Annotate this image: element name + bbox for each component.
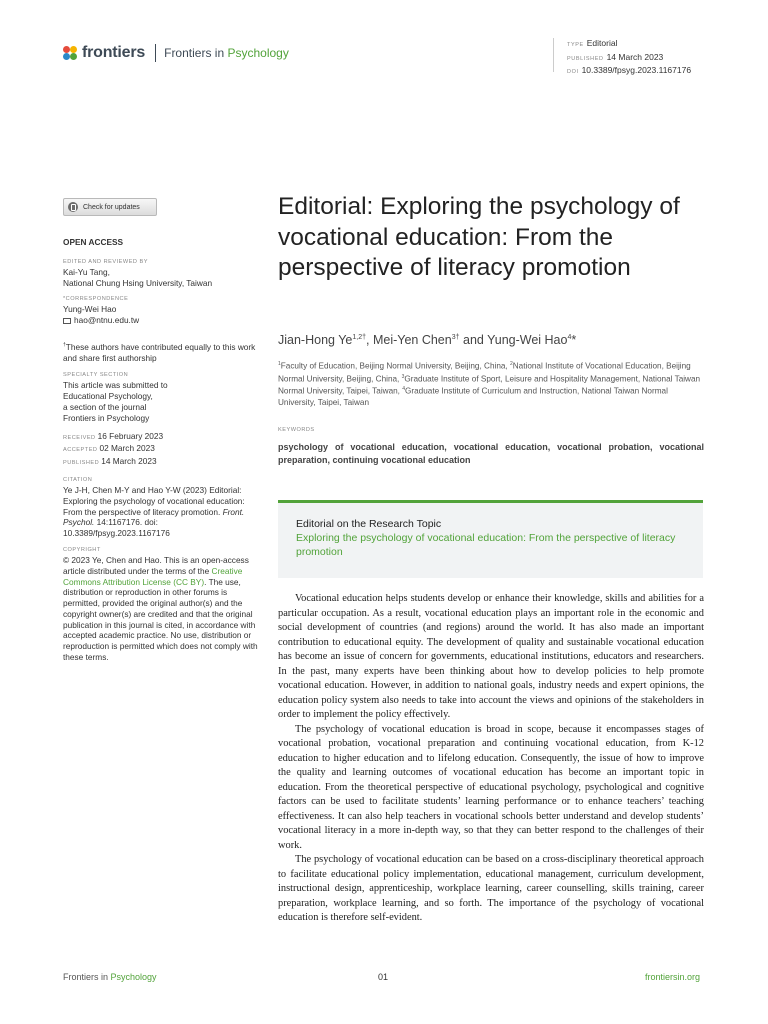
header-divider — [155, 44, 156, 62]
affiliations: $^1$Faculty of Education, Beijing Normal University, Beijing, China, $^2$National Institute of Vocational Education, Beijing Normal University, Beijing, China, $^3$Graduate Institute of Sport, Leisure and Hospitality Management, National Taiwan Normal University, Taipei, Taiwan, $^4$Graduate Institute of Curriculum and Instruction, National Taiwan Normal University, Taipei, Taiwan — [278, 361, 701, 408]
author-link[interactable]: Jian-Hong $Ye^{1,2\dagger}$ — [278, 333, 366, 347]
author-link[interactable]: Yung-Wei Hao$^4$* — [487, 333, 577, 347]
cc-license-link[interactable]: Creative Commons Attribution License (CC BY) — [63, 565, 243, 587]
body-paragraph: The psychology of vocational education can be based on a cross-disciplinary theoretical approach to facilitate educational policy implementation, educational management, curriculum development, instructional design, apprenticeship, workplace learning, career counselling, skills training, career preparation, workplace learning, and so forth. The importance of the psychology of vocational education is therefore self-evident. — [278, 854, 704, 923]
specialty-block: SPECIALTY SECTION This article was submitted to Educational Psychology, a section of the journal Frontiers in Psychology — [63, 372, 168, 423]
brand-name: frontiers — [82, 44, 146, 61]
email-link[interactable]: hao@ntnu.edu.tw — [63, 315, 263, 326]
envelope-icon — [63, 318, 71, 324]
open-access-label: OPEN ACCESS — [63, 237, 124, 247]
sidebar — [63, 237, 263, 670]
doi-link[interactable]: 10.3389/fpsyg.2023.1167176 — [581, 65, 692, 75]
frontiers-logo[interactable] — [63, 44, 289, 62]
update-icon — [68, 202, 78, 212]
editor-block: EDITED AND REVIEWED BY Kai-Yu Tang, National Chung Hsing University, Taiwan — [63, 258, 213, 288]
research-topic-link[interactable]: Exploring the psychology of vocational education: From the perspective of literacy promotion — [296, 532, 676, 558]
frontiers-logo-icon — [63, 46, 78, 61]
author-link[interactable]: Mei-Yen Chen$^{3\dagger}$ — [372, 333, 460, 347]
published-date: 14 March 2023 — [606, 51, 664, 62]
keywords-label: KEYWORDS — [278, 427, 315, 433]
body-paragraph: The psychology of vocational education is broad in scope, because it encompasses stages of vocational probation, vocational preparation and continuing vocational education, from K-12 education to higher education and to lifelong education. Consequently, the issue of how to improve the quality and learning outcomes of vocational education has become an important topic in education. From the theoretical perspective of educational psychology, psychological and cognitive factors can be used to facilitate students’ learning performance or to enhance teachers’ teaching effectiveness. It can also help teachers in vocational schools better understand and develop students’ vocational literacy in a more in-depth way, so that they can better respond to the challenges of their work. — [278, 723, 704, 851]
article-title: Editorial: Exploring the psychology of vocational education: From the perspective of literacy promotion — [278, 193, 680, 282]
equal-contribution-note: †These authors have contributed equally to this work and share first authorship — [63, 341, 256, 363]
footer-site-link[interactable]: frontiersin.org — [645, 972, 701, 982]
citation-block: CITATION Ye J-H, Chen M-Y and Hao Y-W (2023) Editorial: Exploring the psychology of vocational education: From the perspective of literacy promotion. Front. Psychol. 14:1167176. doi: 10.3389/fpsyg.2023.1167176 — [63, 476, 245, 539]
journal-name[interactable]: Frontiers in Psychology — [164, 46, 289, 60]
dates-block: RECEIVED 16 February 2023 ACCEPTED 02 March 2023 PUBLISHED 14 March 2023 — [63, 430, 164, 467]
author-list: Jian-Hong $Ye^{1,2\dagger}$, Mei-Yen Chen$^{3\dagger}$ and Yung-Wei Hao$^4$* — [278, 333, 577, 347]
page-number: 01 — [378, 972, 389, 982]
copyright-block: COPYRIGHT © 2023 Ye, Chen and Hao. This is an open-access article distributed under the terms of the Creative Commons Attribution License (CC BY). The use, distribution or reproduction in other forums is permitted, provided the original author(s) and the copyright owner(s) are credited and that the original publication in this journal is cited, in accordance with accepted academic practice. No use, distribution or reproduction is permitted which does not comply with these terms. — [63, 546, 258, 663]
footer-journal: Frontiers in Psychology — [63, 972, 157, 982]
article-meta: TYPE Editorial PUBLISHED 14 March 2023 DOI 10.3389/fpsyg.2023.1167176 — [553, 38, 691, 72]
research-topic-label: Editorial on the Research Topic — [296, 518, 442, 530]
article-type: Editorial — [586, 38, 618, 48]
research-topic-box — [278, 500, 703, 578]
keywords: psychology of vocational education, vocational education, vocational probation, vocational preparation, continuing vocational education — [278, 442, 704, 465]
article-body — [278, 592, 704, 926]
correspondence-block: *CORRESPONDENCE Yung-Wei Hao hao@ntnu.edu.tw — [63, 295, 263, 326]
body-paragraph: Vocational education helps students develop or enhance their knowledge, skills and abilities for a particular occupation. As a result, vocational education plays an important role in the economic and social development of countries (and regions) around the world. It has also made an important contribution to educational equity. The development of quality and sustainable vocational education has become an issue of concern for governments, educational institutions, educators and researchers. In the past, many experts have been thinking about how to develop policies to help promote vocational education. However, in addition to national goals, industry needs and expert opinions, the education policy system also needs to take into account the views and opinions of the stakeholders in order to implement the policy effectively. — [278, 593, 704, 720]
check-for-updates-button[interactable]: Check for updates — [63, 198, 157, 216]
